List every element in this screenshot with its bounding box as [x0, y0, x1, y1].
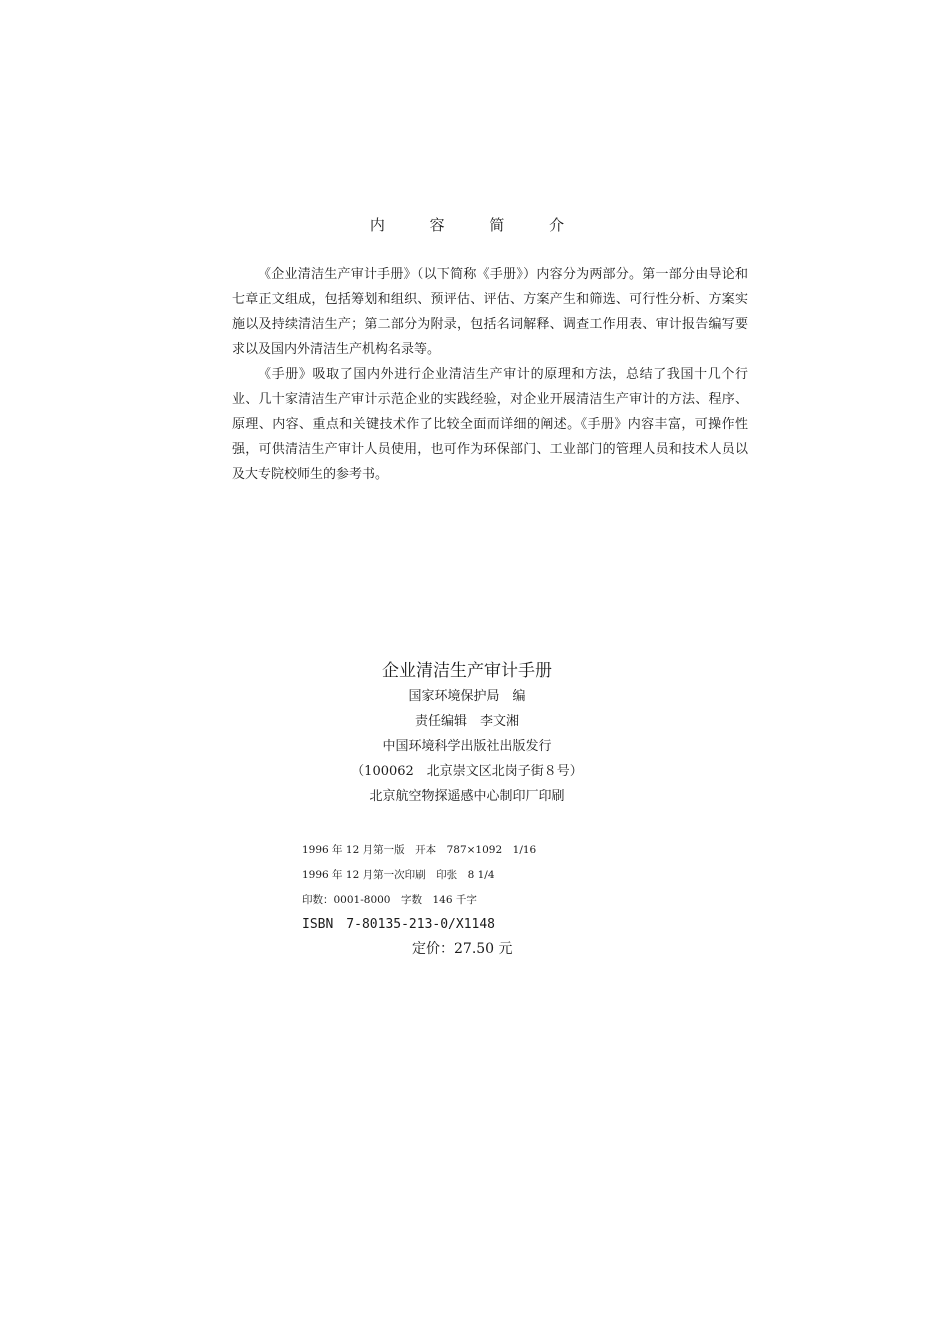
publication-info	[302, 838, 722, 961]
intro-heading: 内 容 简 介	[369, 216, 585, 234]
printer-line: 北京航空物探遥感中心制印厂印刷	[369, 789, 565, 804]
edition-line: 1996 年 12 月第一版 开本 787×1092 1/16	[302, 844, 537, 856]
colophon	[0, 658, 934, 809]
printing-line: 1996 年 12 月第一次印刷 印张 8 1/4	[302, 869, 495, 881]
price-line: 定价：27.50 元	[412, 941, 513, 957]
isbn-line: ISBN 7-80135-213-0/X1148	[302, 917, 496, 932]
publisher-line: 中国环境科学出版社出版发行	[382, 739, 552, 754]
book-title: 企业清洁生产审计手册	[382, 661, 552, 681]
intro-paragraph-1: 《企业清洁生产审计手册》（以下简称《手册》）内容分为两部分。第一部分由导论和七章正文组成，包括筹划和组织、预评估、评估、方案产生和筛选、可行性分析、方案实施以及持续清洁生产；第二部分为附录，包括名词解释、调查工作用表、审计报告编写要求以及国内外清洁生产机构名录等。	[232, 267, 748, 357]
intro-body	[232, 262, 748, 487]
intro-paragraph-2: 《手册》吸取了国内外进行企业清洁生产审计的原理和方法，总结了我国十几个行业、几十家清洁生产审计示范企业的实践经验，对企业开展清洁生产审计的方法、程序、原理、内容、重点和关键技术作了比较全面而详细的阐述。《手册》内容丰富，可操作性强，可供清洁生产审计人员使用，也可作为环保部门、工业部门的管理人员和技术人员以及大专院校师生的参考书。	[232, 367, 748, 482]
author-line: 国家环境保护局 编	[408, 689, 526, 704]
address-line: （100062 北京崇文区北岗子街８号）	[351, 764, 583, 779]
print-run-line: 印数：0001-8000 字数 146 千字	[302, 894, 477, 906]
editor-line: 责任编辑 李文湘	[414, 714, 519, 729]
